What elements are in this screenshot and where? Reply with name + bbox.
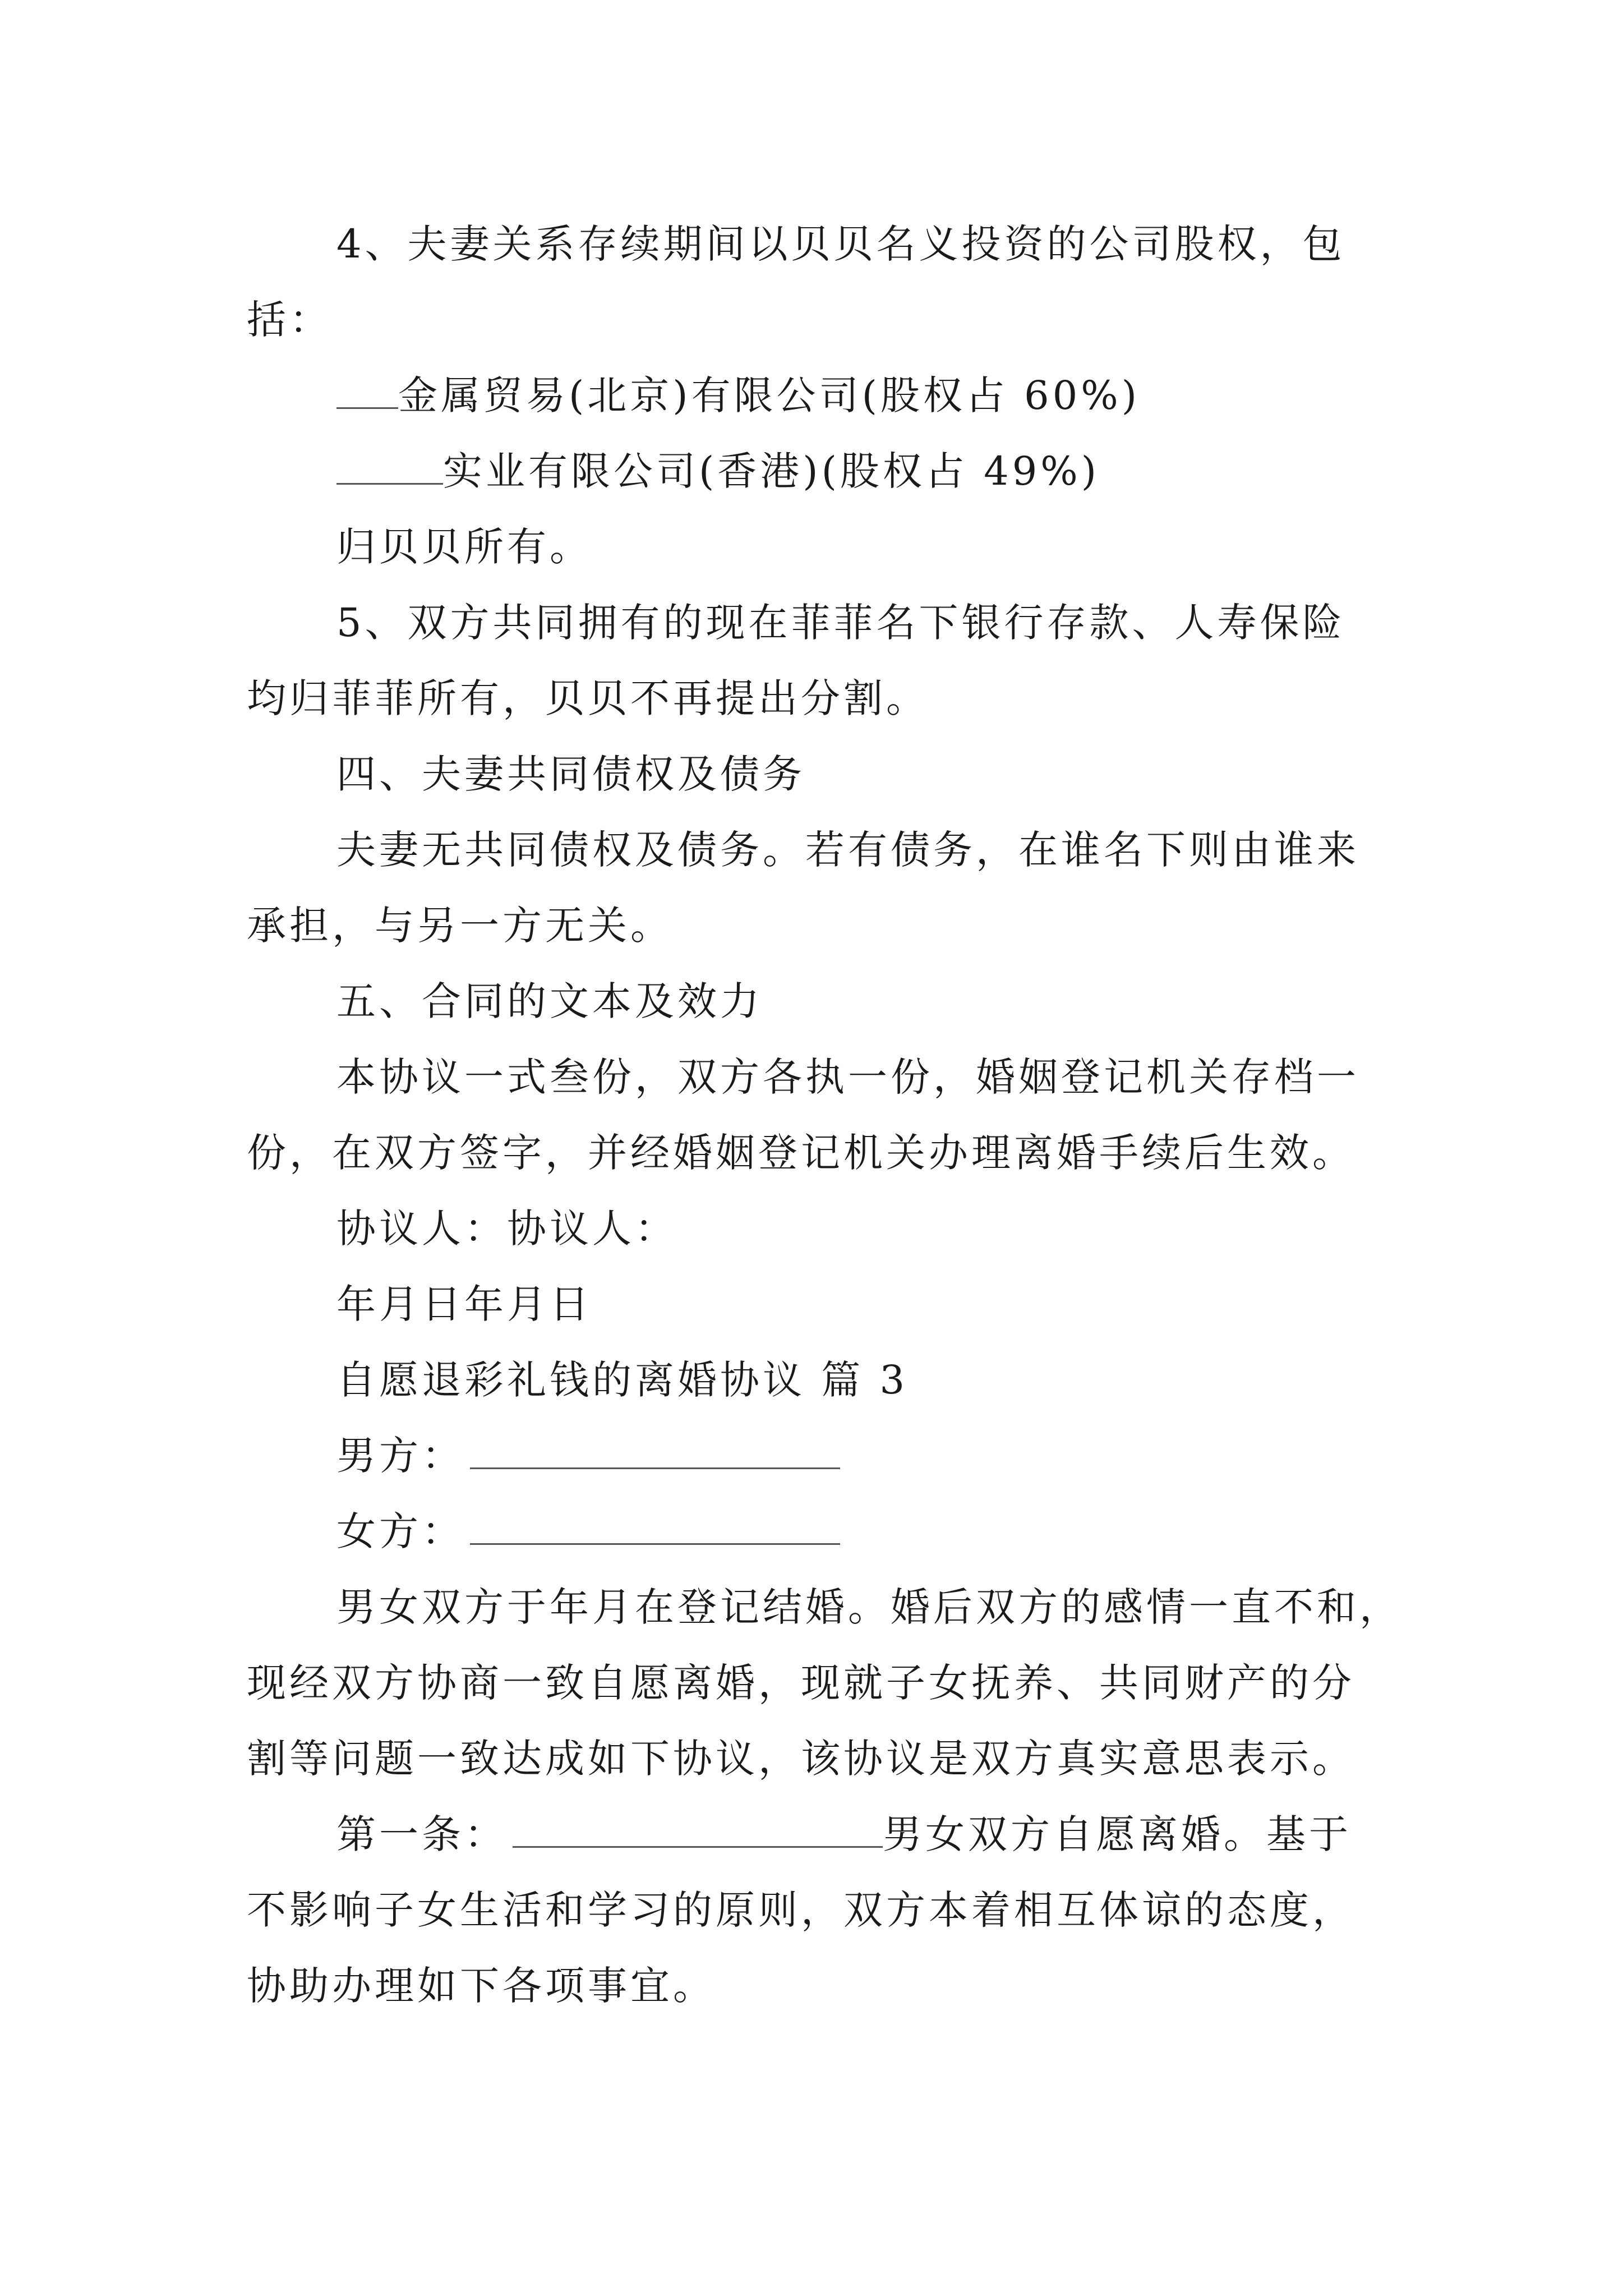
fill-blank bbox=[470, 1511, 840, 1545]
article-one-text: 男女双方自愿离婚。基于 bbox=[883, 1811, 1352, 1857]
female-party-label: 女方： bbox=[336, 1508, 464, 1554]
company-line-text: 金属贸易(北京)有限公司(股权占 60%) bbox=[398, 372, 1141, 418]
paragraph-line: 4、夫妻关系存续期间以贝贝名义投资的公司股权，包 bbox=[336, 221, 1345, 267]
female-party-line bbox=[336, 1506, 840, 1557]
paragraph-line bbox=[336, 370, 1140, 421]
paragraph-line: 均归菲菲所有，贝贝不再提出分割。 bbox=[247, 675, 929, 721]
company-line-text: 实业有限公司(香港)(股权占 49%) bbox=[443, 448, 1100, 494]
fill-blank bbox=[336, 375, 398, 409]
paragraph-line: 归贝贝所有。 bbox=[336, 524, 592, 570]
paragraph-line: 括： bbox=[247, 297, 332, 343]
paragraph-line: 份，在双方签字，并经婚姻登记机关办理离婚手续后生效。 bbox=[247, 1130, 1355, 1176]
article-one-line bbox=[336, 1809, 1352, 1860]
paragraph-line: 男女双方于年月在登记结婚。婚后双方的感情一直不和， bbox=[336, 1584, 1402, 1630]
paragraph-line: 割等问题一致达成如下协议，该协议是双方真实意思表示。 bbox=[247, 1736, 1355, 1782]
fill-blank bbox=[336, 450, 443, 485]
paragraph-line bbox=[336, 446, 1100, 496]
paragraph-line: 现经双方协商一致自愿离婚，现就子女抚养、共同财产的分 bbox=[247, 1660, 1355, 1706]
section-title: 自愿退彩礼钱的离婚协议 篇 3 bbox=[336, 1357, 909, 1403]
fill-blank bbox=[470, 1435, 840, 1469]
paragraph-line: 协助办理如下各项事宜。 bbox=[247, 1963, 716, 2009]
signature-line: 协议人：协议人： bbox=[336, 1205, 677, 1251]
male-party-line bbox=[336, 1430, 840, 1481]
article-one-label: 第一条： bbox=[336, 1811, 507, 1857]
paragraph-line: 5、双方共同拥有的现在菲菲名下银行存款、人寿保险 bbox=[336, 600, 1345, 646]
paragraph-line: 本协议一式叁份，双方各执一份，婚姻登记机关存档一 bbox=[336, 1054, 1359, 1100]
fill-blank bbox=[513, 1814, 883, 1848]
paragraph-line: 承担，与另一方无关。 bbox=[247, 903, 673, 949]
date-line: 年月日年月日 bbox=[336, 1281, 592, 1327]
section-heading: 四、夫妻共同债权及债务 bbox=[336, 751, 805, 797]
section-heading: 五、合同的文本及效力 bbox=[336, 978, 763, 1024]
paragraph-line: 夫妻无共同债权及债务。若有债务，在谁名下则由谁来 bbox=[336, 827, 1359, 873]
paragraph-line: 不影响子女生活和学习的原则，双方本着相互体谅的态度， bbox=[247, 1887, 1355, 1933]
male-party-label: 男方： bbox=[336, 1433, 464, 1479]
